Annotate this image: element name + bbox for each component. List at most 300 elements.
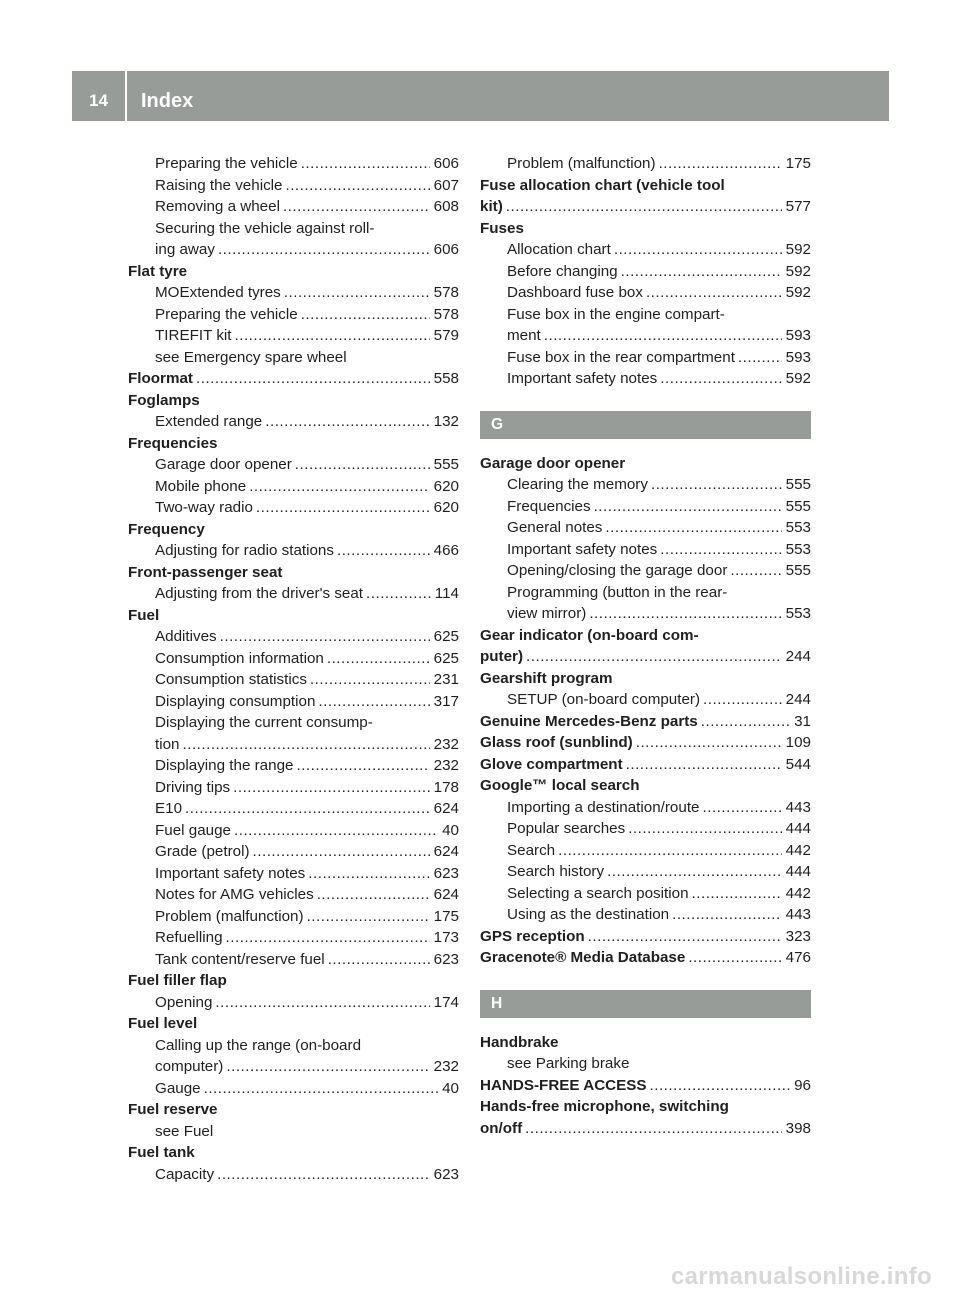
index-subentry (480, 582, 811, 604)
index-entry (480, 218, 811, 240)
entry-text: Gear indicator (on-board com- (480, 626, 699, 644)
index-subentry (480, 517, 811, 539)
index-subentry (480, 282, 811, 304)
dot-leader (525, 1118, 781, 1140)
dot-leader (233, 777, 430, 799)
page-reference: 593 (785, 348, 811, 366)
entry-text: Clearing the memory (507, 476, 648, 493)
entry-text: Dashboard fuse box (507, 284, 643, 301)
entry-text: Fuse box in the engine compart- (507, 305, 725, 323)
dot-leader (651, 474, 782, 496)
page-reference: 178 (433, 778, 459, 796)
dot-leader (650, 1075, 791, 1097)
entry-text: ment (507, 327, 541, 344)
entry-text: Preparing the vehicle (155, 155, 298, 172)
entry-text: Flat tyre (128, 262, 188, 280)
page-reference: 577 (785, 198, 811, 215)
dot-leader (327, 648, 430, 670)
index-subentry (128, 1078, 459, 1100)
index-subentry (480, 883, 811, 905)
dot-leader (614, 239, 782, 261)
page-reference: 444 (785, 863, 811, 880)
dot-leader (235, 325, 430, 347)
dot-leader (308, 863, 429, 885)
dot-leader (636, 732, 782, 754)
index-subentry (128, 476, 459, 498)
entry-text: Fuses (480, 219, 524, 237)
dot-leader (688, 947, 781, 969)
index-subentry (128, 325, 459, 347)
entry-text: Google™ local search (480, 777, 640, 794)
dot-leader (204, 1078, 438, 1100)
dot-leader (296, 755, 429, 777)
entry-text: Mobile phone (155, 477, 247, 495)
page-reference: 608 (433, 198, 459, 215)
index-subentry (480, 818, 811, 840)
page-reference: 232 (433, 757, 459, 774)
entry-text: Gracenote® Media Database (480, 949, 686, 966)
page-reference: 244 (785, 691, 811, 708)
index-subentry (480, 325, 811, 347)
entry-text: Search (507, 841, 556, 859)
entry-text: puter) (480, 648, 524, 665)
page-reference: 592 (785, 370, 811, 387)
index-subentry (128, 540, 459, 562)
page-reference: 442 (785, 841, 811, 859)
dot-leader (646, 282, 782, 304)
header-divider (125, 71, 127, 121)
entry-text: Opening (155, 993, 213, 1011)
index-subentry (128, 583, 459, 605)
index-subentry (128, 734, 459, 756)
index-subentry (128, 347, 459, 369)
page-reference: 443 (785, 906, 811, 923)
index-subentry (128, 820, 459, 842)
index-entry (480, 1032, 811, 1054)
index-entry (480, 732, 811, 754)
index-subentry (480, 368, 811, 390)
page-reference: 606 (433, 155, 459, 172)
page-reference: 174 (433, 993, 459, 1011)
index-entry (128, 433, 459, 455)
index-subentry (128, 626, 459, 648)
page-reference: 625 (433, 628, 459, 645)
entry-text: Displaying the range (155, 757, 294, 774)
index-subentry (480, 1053, 811, 1075)
entry-text: Displaying the current consump- (155, 714, 373, 731)
dot-leader (310, 669, 430, 691)
entry-text: Two-way radio (155, 499, 253, 516)
dot-leader (621, 261, 782, 283)
index-subentry (480, 347, 811, 369)
entry-text: SETUP (on-board computer) (507, 691, 701, 708)
page-reference: 444 (785, 820, 811, 837)
entry-text: Extended range (155, 413, 263, 430)
dot-leader (703, 797, 782, 819)
page-reference: 606 (433, 241, 459, 258)
index-subentry (480, 689, 811, 711)
index-subentry (128, 218, 459, 240)
entry-text: kit) (480, 198, 503, 215)
dot-leader (217, 1164, 430, 1186)
index-subentry (128, 949, 459, 971)
index-entry (480, 926, 811, 948)
page-reference: 231 (433, 671, 459, 688)
entry-text: Important safety notes (507, 540, 658, 558)
page-reference: 623 (433, 864, 459, 882)
entry-text: Additives (155, 628, 217, 645)
entry-text: Important safety notes (507, 370, 658, 387)
entry-text: TIREFIT kit (155, 327, 232, 344)
index-entry (128, 562, 459, 584)
page-reference: 555 (785, 497, 811, 515)
index-entry (480, 453, 811, 475)
index-entry (480, 711, 811, 733)
index-subentry (480, 539, 811, 561)
entry-text: Before changing (507, 262, 618, 280)
index-subentry (128, 497, 459, 519)
entry-text: see Fuel (155, 1122, 214, 1140)
index-subentry (128, 648, 459, 670)
index-entry (480, 947, 811, 969)
dot-leader (226, 927, 430, 949)
entry-text: Securing the vehicle against roll- (155, 219, 375, 237)
index-entry (480, 625, 811, 647)
entry-text: Glove compartment (480, 755, 623, 773)
index-subentry (128, 196, 459, 218)
entry-text: Frequencies (507, 497, 591, 515)
index-subentry (128, 777, 459, 799)
dot-leader (234, 820, 438, 842)
page-reference: 555 (785, 562, 811, 579)
dot-leader (253, 841, 430, 863)
page-reference: 96 (794, 1076, 811, 1094)
entry-text: Importing a destination/route (507, 798, 700, 816)
entry-text: Popular searches (507, 820, 626, 837)
index-entry (128, 970, 459, 992)
page-reference: 553 (785, 605, 811, 622)
page-reference: 109 (785, 734, 811, 751)
page-reference: 555 (433, 456, 459, 473)
entry-text: Important safety notes (155, 864, 306, 882)
page-reference: 592 (785, 262, 811, 280)
index-entry (128, 519, 459, 541)
entry-text: tion (155, 735, 180, 753)
page-reference: 132 (433, 413, 459, 430)
entry-text: Frequencies (128, 434, 218, 452)
index-subentry (128, 863, 459, 885)
dot-leader (196, 368, 430, 390)
section-title: Index (141, 90, 194, 112)
page-reference: 114 (434, 585, 459, 602)
dot-leader (317, 884, 430, 906)
page-reference: 624 (433, 886, 459, 903)
index-subentry (128, 153, 459, 175)
entry-text: Allocation chart (507, 241, 611, 258)
dot-leader (738, 347, 782, 369)
page-reference: 466 (433, 542, 459, 559)
page-reference: 232 (433, 735, 459, 753)
dot-leader (301, 304, 430, 326)
page-header (72, 71, 889, 121)
page-reference: 232 (433, 1058, 459, 1075)
entry-text: Calling up the range (on-board (155, 1036, 362, 1054)
page-reference: 623 (433, 1165, 459, 1183)
index-subentry (480, 840, 811, 862)
page-reference: 593 (785, 327, 811, 344)
index-subentry (128, 454, 459, 476)
index-subentry (480, 261, 811, 283)
dot-leader (183, 734, 430, 756)
dot-leader (526, 646, 782, 668)
dot-leader (328, 949, 430, 971)
index-entry (128, 390, 459, 412)
dot-leader (318, 691, 429, 713)
page-reference: 592 (785, 241, 811, 258)
dot-leader (265, 411, 429, 433)
index-subentry (128, 992, 459, 1014)
index-subentry (128, 884, 459, 906)
index-entry (480, 775, 811, 797)
index-subentry (480, 560, 811, 582)
index-subentry (128, 755, 459, 777)
entry-text: Refuelling (155, 929, 223, 946)
index-entry (480, 668, 811, 690)
dot-leader (660, 368, 781, 390)
entry-text: Problem (malfunction) (155, 907, 304, 925)
page-reference: 578 (433, 305, 459, 323)
entry-text: General notes (507, 519, 603, 536)
entry-text: Problem (malfunction) (507, 155, 656, 172)
page-reference: 624 (433, 800, 459, 817)
entry-text: Raising the vehicle (155, 176, 283, 194)
entry-text: Notes for AMG vehicles (155, 886, 314, 903)
letter-section-g: G (480, 411, 811, 439)
entry-text: E10 (155, 800, 183, 817)
dot-leader (692, 883, 782, 905)
index-subentry (128, 927, 459, 949)
entry-text: Handbrake (480, 1033, 559, 1051)
index-subentry (128, 1056, 459, 1078)
index-column-right (480, 153, 811, 1139)
entry-text: Consumption information (155, 649, 324, 667)
entry-text: Fuel filler flap (128, 972, 227, 989)
index-subentry (480, 153, 811, 175)
entry-text: Frequency (128, 520, 205, 538)
index-subentry (128, 411, 459, 433)
entry-text: Programming (button in the rear- (507, 583, 728, 601)
page-reference: 553 (785, 519, 811, 536)
dot-leader (589, 603, 781, 625)
entry-text: Gearshift program (480, 669, 613, 687)
dot-leader (284, 282, 430, 304)
page-reference: 578 (433, 284, 459, 301)
entry-text: Fuse box in the rear compartment (507, 348, 735, 366)
index-subentry (128, 798, 459, 820)
dot-leader (301, 153, 430, 175)
dot-leader (628, 818, 781, 840)
dot-leader (588, 926, 782, 948)
entry-text: Search history (507, 863, 605, 880)
entry-text: Fuel tank (128, 1144, 195, 1161)
page-reference: 592 (785, 284, 811, 301)
dot-leader (544, 325, 782, 347)
index-subentry (128, 712, 459, 734)
page-reference: 620 (433, 499, 459, 516)
dot-leader (307, 906, 430, 928)
index-entry (480, 754, 811, 776)
index-entry (128, 1013, 459, 1035)
index-subentry (480, 304, 811, 326)
entry-text: Displaying consumption (155, 692, 316, 710)
page-reference: 323 (785, 927, 811, 945)
dot-leader (283, 196, 430, 218)
entry-text: ing away (155, 241, 215, 258)
index-subentry (128, 1121, 459, 1143)
page-reference: 244 (785, 648, 811, 665)
index-entry (480, 1096, 811, 1118)
entry-text: Garage door opener (480, 454, 626, 472)
entry-text: Garage door opener (155, 456, 292, 473)
index-subentry (128, 906, 459, 928)
index-subentry (480, 474, 811, 496)
index-entry (128, 605, 459, 627)
index-subentry (480, 904, 811, 926)
index-subentry (128, 304, 459, 326)
entry-text: computer) (155, 1058, 224, 1075)
entry-text: Driving tips (155, 778, 231, 796)
entry-text: Fuel gauge (155, 821, 231, 839)
dot-leader (607, 861, 782, 883)
page-reference: 31 (794, 712, 811, 730)
index-column-left (128, 153, 459, 1185)
page-reference: 624 (433, 843, 459, 860)
index-entry (128, 1099, 459, 1121)
entry-text: Foglamps (128, 391, 200, 409)
index-entry (128, 261, 459, 283)
dot-leader (701, 711, 790, 733)
page-reference: 175 (785, 155, 811, 172)
dot-leader (185, 798, 430, 820)
dot-leader (220, 626, 430, 648)
entry-text: Hands-free microphone, switching (480, 1098, 729, 1115)
page-number: 14 (89, 91, 108, 110)
page-reference: 553 (785, 540, 811, 558)
entry-text: Floormat (128, 370, 193, 387)
entry-text: Selecting a search position (507, 884, 689, 902)
index-entry (128, 1142, 459, 1164)
index-subentry (128, 175, 459, 197)
entry-text: Front-passenger seat (128, 563, 283, 581)
page-reference: 175 (433, 907, 459, 925)
entry-text: MOExtended tyres (155, 284, 281, 301)
dot-leader (285, 175, 429, 197)
dot-leader (626, 754, 782, 776)
index-subentry (128, 1164, 459, 1186)
entry-text: GPS reception (480, 927, 585, 945)
page-reference: 555 (785, 476, 811, 493)
page-reference: 40 (442, 821, 459, 839)
index-entry (128, 368, 459, 390)
entry-text: Removing a wheel (155, 198, 280, 215)
index-subentry (128, 691, 459, 713)
dot-leader (605, 517, 781, 539)
entry-text: Using as the destination (507, 906, 670, 923)
watermark: carmanualsonline.info (670, 1263, 932, 1290)
index-subentry (480, 239, 811, 261)
dot-leader (249, 476, 429, 498)
dot-leader (558, 840, 782, 862)
entry-text: Preparing the vehicle (155, 305, 298, 323)
index-subentry (128, 669, 459, 691)
page-reference: 173 (433, 929, 459, 946)
page-reference: 620 (433, 477, 459, 495)
entry-text: HANDS-FREE ACCESS (480, 1076, 647, 1094)
page-reference: 623 (433, 950, 459, 968)
index-entry (480, 1118, 811, 1140)
entry-text: see Emergency spare wheel (155, 348, 347, 366)
dot-leader (218, 239, 430, 261)
dot-leader (215, 992, 429, 1014)
index-subentry (480, 603, 811, 625)
entry-text: Grade (petrol) (155, 843, 250, 860)
dot-leader (594, 496, 782, 518)
entry-text: Fuse allocation chart (vehicle tool (480, 176, 725, 194)
index-subentry (128, 239, 459, 261)
entry-text: Fuel reserve (128, 1101, 218, 1118)
page-reference: 443 (785, 798, 811, 816)
dot-leader (366, 583, 431, 605)
entry-text: on/off (480, 1119, 523, 1137)
dot-leader (703, 689, 782, 711)
dot-leader (672, 904, 782, 926)
entry-text: Genuine Mercedes-Benz parts (480, 712, 698, 730)
page-reference: 317 (433, 692, 459, 710)
index-entry (480, 646, 811, 668)
page-reference: 625 (433, 649, 459, 667)
entry-text: Gauge (155, 1079, 201, 1097)
page-reference: 442 (785, 884, 811, 902)
index-entry (480, 1075, 811, 1097)
page-reference: 579 (433, 327, 459, 344)
index-subentry (480, 861, 811, 883)
dot-leader (660, 539, 781, 561)
dot-leader (506, 196, 782, 218)
entry-text: Opening/closing the garage door (507, 562, 728, 579)
entry-text: Glass roof (sunblind) (480, 734, 633, 751)
page-reference: 398 (785, 1119, 811, 1137)
entry-text: see Parking brake (507, 1055, 630, 1072)
page-reference: 40 (442, 1079, 459, 1097)
entry-text: Capacity (155, 1165, 215, 1183)
entry-text: view mirror) (507, 605, 587, 622)
letter-section-h: H (480, 990, 811, 1018)
entry-text: Adjusting from the driver's seat (155, 585, 364, 602)
dot-leader (659, 153, 782, 175)
page-reference: 607 (433, 176, 459, 194)
page-reference: 544 (785, 755, 811, 773)
dot-leader (256, 497, 430, 519)
entry-text: Adjusting for radio stations (155, 542, 334, 559)
index-entry (480, 175, 811, 197)
entry-text: Tank content/reserve fuel (155, 950, 325, 968)
dot-leader (226, 1056, 429, 1078)
index-subentry (480, 797, 811, 819)
index-subentry (128, 1035, 459, 1057)
dot-leader (730, 560, 781, 582)
page-reference: 476 (785, 949, 811, 966)
index-subentry (480, 496, 811, 518)
